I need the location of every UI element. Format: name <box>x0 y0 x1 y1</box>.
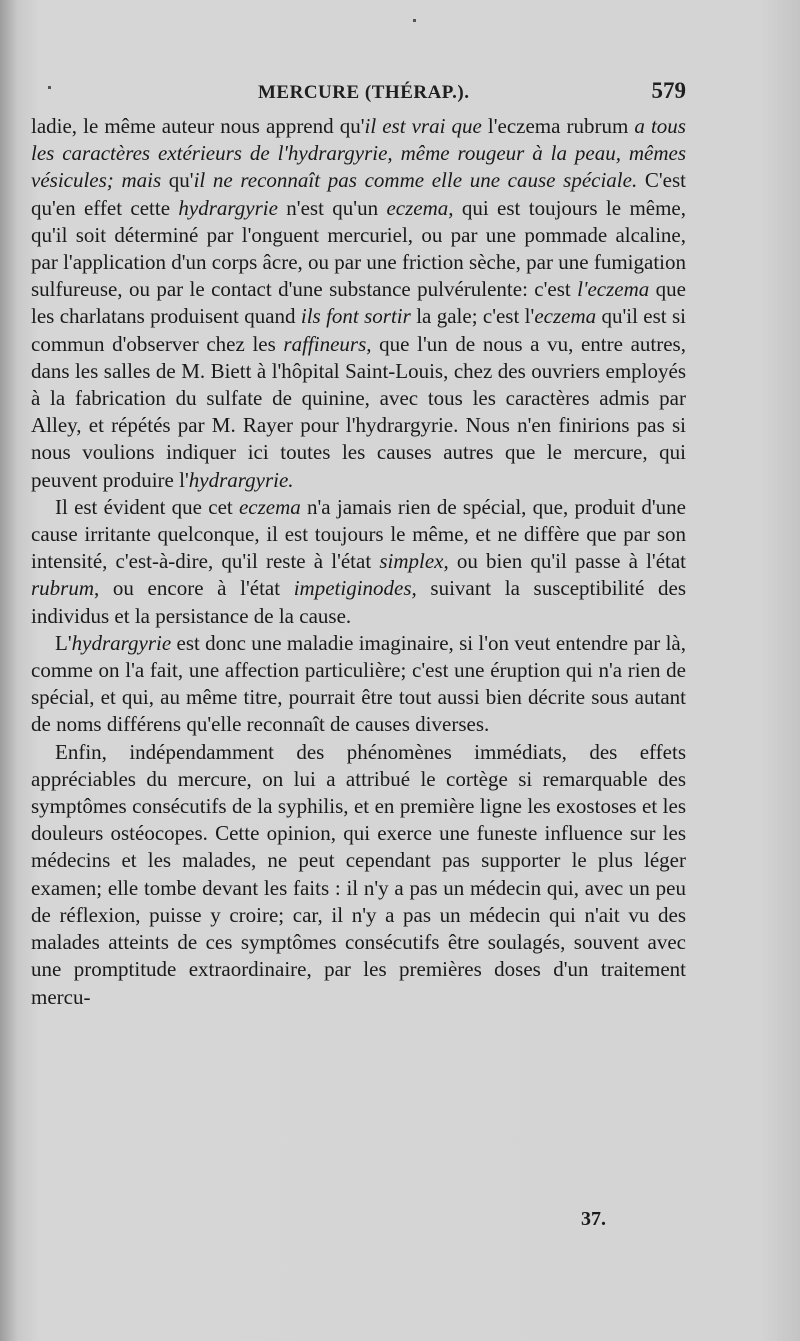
italic-text: raffineurs, <box>283 331 372 356</box>
text-run: n'a jamais rien de spécial, que, produit d'une cause irritante quelconque, il est toujours le même, et ne diffère que par son intensité, c'est-à-dire, qu'il reste à l'état <box>31 494 686 574</box>
body-text <box>31 113 686 1011</box>
text-run: la gale; c'est l' <box>410 304 535 329</box>
paragraph <box>31 494 686 630</box>
italic-text: simplex <box>379 549 444 574</box>
page-header <box>30 78 686 108</box>
running-head: MERCURE (THÉRAP.). <box>258 82 470 103</box>
italic-text: a tous les caractères extérieurs de l'hydrargyrie, même rougeur à la peau, mêmes vésicules; mais <box>31 114 686 193</box>
italic-text: il est vrai que <box>364 114 482 138</box>
text-run: L' <box>55 630 72 655</box>
text-run: C'est qu'en effet cette <box>31 168 686 220</box>
italic-text: eczema, <box>386 195 454 220</box>
text-run: qu'il est si commun d'observer chez les <box>31 304 687 356</box>
paragraph <box>31 739 686 1011</box>
text-run: ladie, le même auteur nous apprend qu' <box>31 114 365 138</box>
text-run: n'est qu'un <box>277 195 387 220</box>
text-run: , ou encore à l'état <box>94 576 294 601</box>
italic-text: il ne reconnaît pas comme elle une cause spéciale. <box>193 168 638 193</box>
italic-text: hydrargyrie <box>71 630 172 655</box>
page-number: 579 <box>651 78 686 103</box>
italic-text: ils font sortir <box>300 304 411 329</box>
paragraph <box>31 630 686 739</box>
text-run: suivant la susceptibilité des individus et la persistance de la cause. <box>31 576 686 628</box>
text-run: Enfin, indépendamment des phénomènes immédiats, des effets appréciables du mercure, on lui a attribué le cortège si remarquable des symptômes consécutifs de la syphilis, et en première ligne les exostoses et les douleurs ostéocopes. Cette opinion, qui exerce une funeste influence sur les médecins et les malades, ne peut cependant pas supporter le plus léger examen; elle tombe devant les faits : il n'y a pas un médecin qui, avec un peu de réflexion, puisse y croire; car, il n'y a pas un médecin qui n'ait vu des malades atteints de ces symptômes consécutifs être soulagés, souvent avec une promptitude extraordinaire, par les premières doses d'un traitement mercu- <box>31 739 686 1009</box>
print-speck <box>413 19 416 22</box>
text-run: Il est évident que cet <box>55 494 239 519</box>
text-run: que l'un de nous a vu, entre autres, dans les salles de M. Biett à l'hôpital Saint-Louis, chez des ouvriers employés à la fabrication du sulfate de quinine, avec tous les caractères admis par Alley, et répétés par M. Rayer pour l'hydrargyrie. Nous n'en finirions pas si nous voulions indiquer ici toutes les causes autres que le mercure, qui peuvent produire l' <box>31 331 686 492</box>
text-run: que les charlatans produisent quand <box>31 277 686 329</box>
paragraph <box>31 113 686 494</box>
italic-text: l'eczema <box>577 277 650 302</box>
italic-text: eczema <box>238 494 301 519</box>
italic-text: hydrargyrie <box>178 195 278 220</box>
italic-text: hydrargyrie. <box>188 467 294 492</box>
italic-text: rubrum <box>31 576 95 601</box>
signature-mark: 37. <box>581 1208 606 1230</box>
text-run: l'eczema rubrum <box>481 114 635 138</box>
text-run: est donc une maladie imaginaire, si l'on veut entendre par là, comme on l'a fait, une affection particulière; c'est une éruption qui n'a rien de spécial, et qui, au même titre, pourrait être tout aussi bien décrite sous autant de noms différens qu'elle reconnaît de causes diverses. <box>31 630 686 737</box>
text-run: , ou bien qu'il passe à l'état <box>443 549 687 574</box>
italic-text: eczema <box>534 304 597 329</box>
text-run: qu' <box>161 168 194 193</box>
text-run: qui est toujours le même, qu'il soit déterminé par l'onguent mercuriel, ou par une pommade alcaline, par l'application d'un corps âcre, ou par une friction sèche, par une fumigation sulfureuse, ou par le contact d'une substance pulvérulente: c'est <box>31 195 687 302</box>
italic-text: impetiginodes, <box>293 576 417 601</box>
